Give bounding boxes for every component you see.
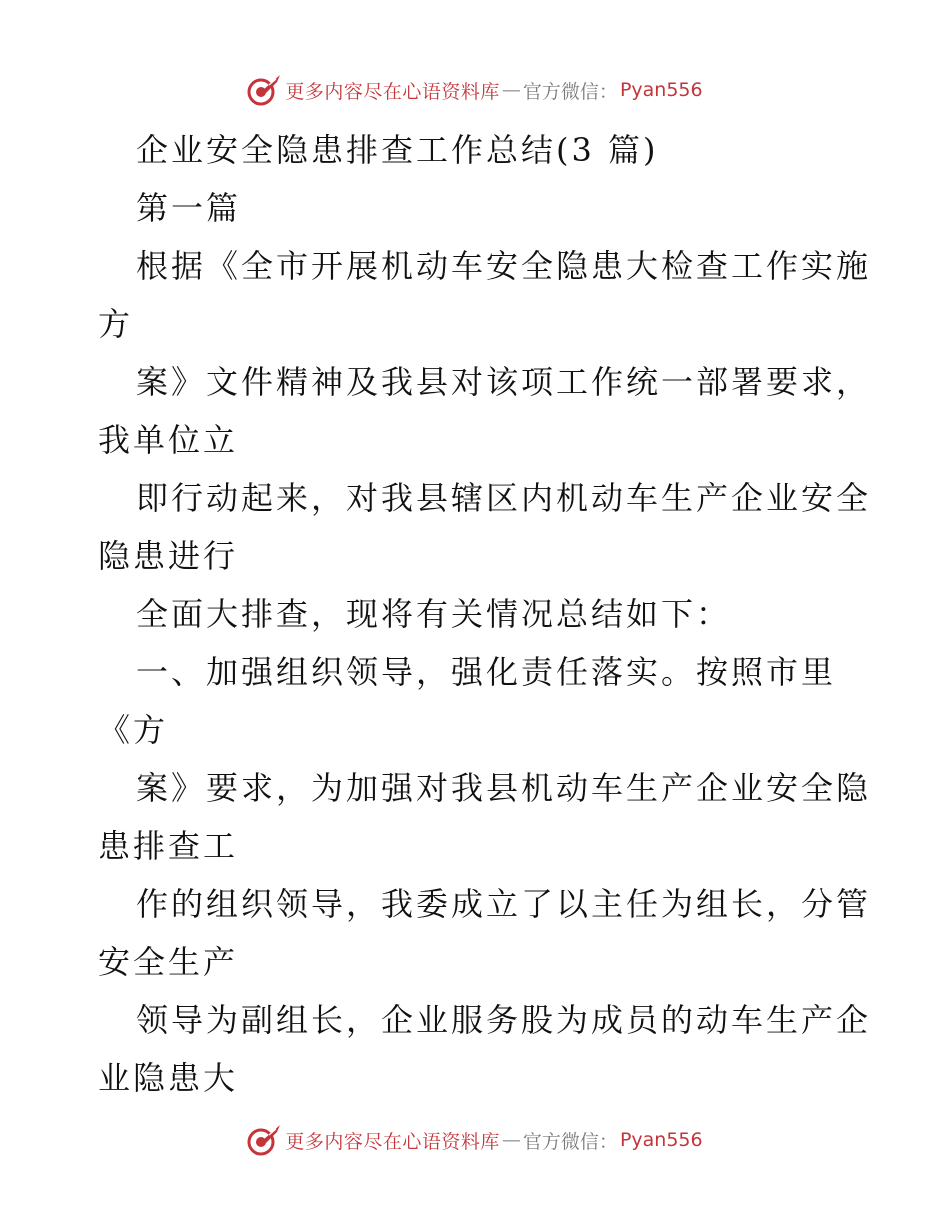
watermark-dash: — bbox=[501, 1129, 521, 1151]
watermark-header bbox=[0, 70, 950, 110]
watermark-wechat-label: 官方微信： bbox=[522, 80, 618, 103]
paragraph: 案》文件精神及我县对该项工作统一部署要求， 我单位立 bbox=[98, 363, 872, 459]
paragraph: 作的组织领导，我委成立了以主任为组长，分管 安全生产 bbox=[98, 885, 872, 981]
watermark-dash: — bbox=[501, 79, 521, 101]
paragraph: 全面大排查，现将有关情况总结如下： bbox=[136, 595, 732, 633]
watermark-footer bbox=[0, 1120, 950, 1160]
watermark-wechat-label: 官方微信： bbox=[522, 1130, 618, 1153]
document-body bbox=[0, 121, 950, 1107]
paragraph: 一、加强组织领导，强化责任落实。按照市里 《方 bbox=[98, 653, 837, 749]
quill-logo-icon bbox=[247, 1123, 283, 1157]
watermark-wechat-id: Pyan556 bbox=[619, 1129, 703, 1151]
paragraph: 即行动起来，对我县辖区内机动车生产企业安全 隐患进行 bbox=[98, 479, 872, 575]
section-heading: 第一篇 bbox=[136, 189, 242, 227]
document-title: 企业安全隐患排查工作总结(3 篇) bbox=[136, 131, 659, 169]
paragraph: 根据《全市开展机动车安全隐患大检查工作实施 方 bbox=[98, 247, 872, 343]
watermark-text: 更多内容尽在心语资料库 bbox=[285, 80, 500, 103]
paragraph: 领导为副组长，企业服务股为成员的动车生产企 业隐患大 bbox=[98, 1001, 872, 1097]
watermark-text: 更多内容尽在心语资料库 bbox=[285, 1130, 500, 1153]
watermark-wechat-id: Pyan556 bbox=[619, 79, 703, 101]
quill-logo-icon bbox=[247, 73, 283, 107]
paragraph: 案》要求，为加强对我县机动车生产企业安全隐 患排查工 bbox=[98, 769, 872, 865]
